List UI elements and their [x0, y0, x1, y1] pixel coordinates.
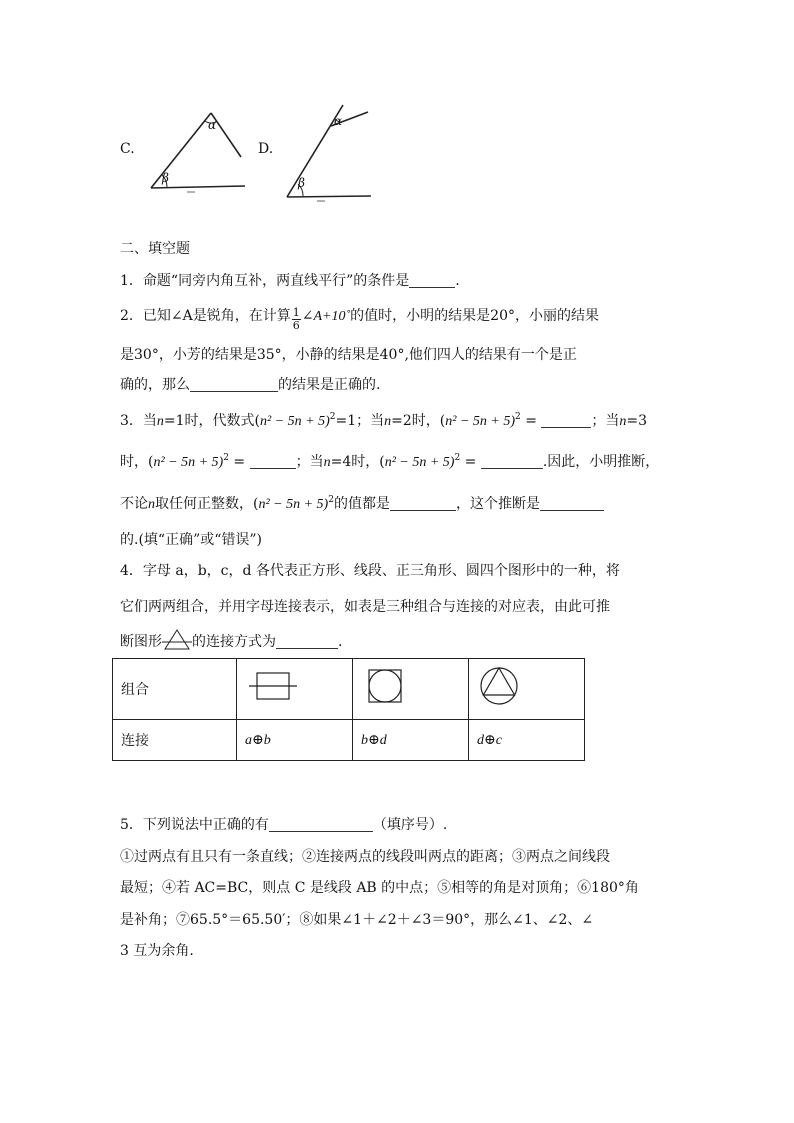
- connection-3: d⊕c: [469, 720, 585, 761]
- beta-label-c: β: [162, 171, 169, 185]
- q1-text: 1．命题“同旁内角互补，两直线平行”的条件是: [120, 273, 410, 289]
- question-5-line-4: 是补角；⑦65.5°＝65.50′；⑧如果∠1＋∠2＋∠3＝90°，那么∠1、∠2、∠: [120, 912, 594, 928]
- section-title: 二、填空题: [120, 241, 190, 257]
- option-c-label: C.: [120, 141, 135, 157]
- question-2-line-3: 确的，那么 的结果是正确的.: [120, 377, 381, 393]
- q5-blank[interactable]: [269, 817, 373, 832]
- q1-blank[interactable]: [409, 273, 455, 288]
- question-3-line-1: 3．当n=1时，代数式$(n^2 - 5n + 5)^2=1$；当n=2时，$(n^2 - 5n + 5)^2$ = ；当n=3: [120, 412, 648, 429]
- q2-blank[interactable]: [190, 377, 278, 392]
- question-5-line-3: 最短；④若 AC=BC，则点 C 是线段 AB 的中点；⑤相等的角是对顶角；⑥180°角: [120, 880, 639, 896]
- q3-blank-3[interactable]: [481, 454, 543, 469]
- question-5-line-5: 3 互为余角.: [120, 943, 194, 959]
- q2-expression: ∠A+10˚: [301, 309, 351, 324]
- question-3-line-3: 不论n取任何正整数，$(n^2 - 5n + 5)^2$的值都是 ，这个推断是: [120, 493, 604, 513]
- q3-blank-1[interactable]: [541, 413, 591, 428]
- connection-1: a⊕b: [237, 720, 353, 761]
- q3-blank-5[interactable]: [540, 496, 604, 511]
- connection-2: b⊕d: [353, 720, 469, 761]
- combo-square-circle: [353, 659, 469, 720]
- question-5-line-1: 5．下列说法中正确的有 （填序号）.: [120, 817, 448, 833]
- question-5-line-2: ①过两点有且只有一条直线；②连接两点的线段叫两点的距离；③两点之间线段: [120, 849, 610, 865]
- question-2-line-1: 2．已知∠A是锐角，在计算 $\frac{1}{6}$ ∠A+10˚的值时，小明的结果是20°，小丽的结果: [120, 306, 599, 332]
- question-2-line-2: 是30°，小芳的结果是35°，小静的结果是40°,他们四人的结果有一个是正: [120, 347, 577, 363]
- row-header-connection: 连接: [113, 720, 237, 761]
- fraction-one-sixth: $\frac{1}{6}$: [292, 306, 300, 332]
- triangle-segment-icon: [162, 628, 192, 652]
- q4-blank[interactable]: [276, 634, 338, 649]
- combination-table: [112, 658, 585, 761]
- question-4-line-1: 4．字母 a，b，c，d 各代表正方形、线段、正三角形、圆四个图形中的一种，将: [120, 563, 620, 579]
- question-4-line-2: 它们两两组合，并用字母连接表示，如表是三种组合与连接的对应表，由此可推: [120, 599, 610, 615]
- alpha-label-c: α: [208, 118, 217, 132]
- combo-circle-triangle: [469, 659, 585, 720]
- q3-blank-4[interactable]: [390, 496, 456, 511]
- alpha-label-d: α: [334, 114, 343, 128]
- question-4-line-3: 断图形 的连接方式为 .: [120, 628, 342, 652]
- combo-square-segment: [237, 659, 353, 720]
- question-3-line-4: 的.(填“正确”或“错误”): [120, 532, 263, 548]
- row-header-combination: 组合: [113, 659, 237, 720]
- question-3-line-2: 时，$(n^2 - 5n + 5)^2$ = ；当n=4时，$(n^2 - 5n + 5)^2$ = .因此，小明推断，: [120, 453, 660, 470]
- option-d-label: D.: [258, 141, 274, 157]
- q3-blank-2[interactable]: [250, 454, 296, 469]
- beta-label-d: β: [298, 176, 305, 190]
- question-1: 1．命题“同旁内角互补，两直线平行”的条件是 .: [120, 273, 460, 289]
